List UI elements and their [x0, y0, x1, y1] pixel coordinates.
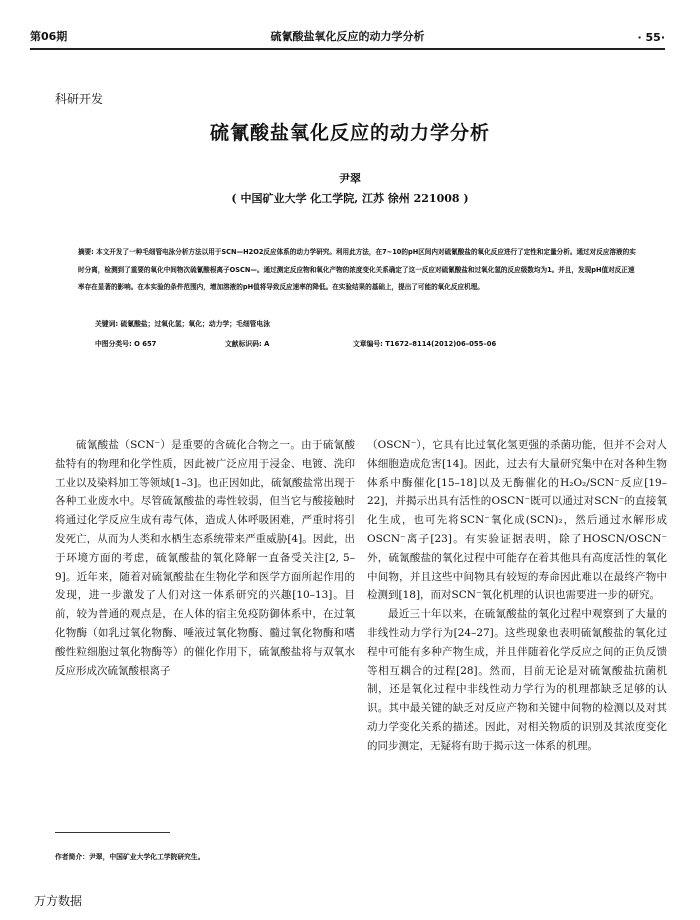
author-footnote: 作者简介：尹翠，中国矿业大学化工学院研究生。: [55, 853, 205, 861]
page-number: · 55·: [637, 31, 665, 44]
author-name: 尹翠: [339, 172, 361, 185]
keywords-label: 关键词:: [95, 320, 119, 328]
body-paragraph: （OSCN⁻），它具有比过氧化氢更强的杀菌功能，但并不会对人体细胞造成危害[14]。因此，过去有大量研究集中在对各种生物体系中酶催化[15–18]以及无酶催化的H₂O₂/SCN⁻反应[19–22]，并揭示出具有活性的OSCN⁻既可以通过对SCN⁻的直接氧化生成，也可先将SCN⁻氧化成(SCN)₂，然后通过水解形成OSCN⁻离子[23]。有实验证据表明，除了HOSCN/OSCN⁻外，硫氰酸盐的氧化过程中可能存在着其他具有高度活性的氧化中间物，并且这些中间物具有较短的寿命因此难以在最终产物中检测到[18]，而对SCN⁻氧化机理的认识也需要进一步的研究。: [367, 439, 667, 602]
keywords-text: 硫氰酸盐；过氧化氢；氧化；动力学；毛细管电泳: [120, 320, 271, 328]
abstract-text: 本文开发了一种毛细管电泳分析方法以用于SCN—H2O2反应体系的动力学研究。利用此方法，在7~10的pH区间内对硫氰酸盐的氧化反应进行了定性和定量分析。通过对反应溶液的实时分离，检测到了重要的氧化中间物次硫氰酸根离子OSCN—。通过测定反应物和氧化产物的浓度变化关系确定了这一反应对硫氰酸盐和过氧化氢的反应级数均为1。并且，发现pH值对反正速率存在显著的影响。在本实验的条件范围内，增加溶液的pH值将导致反应速率的降低。在实验结果的基础上，提出了可能的氧化反应机理。: [78, 248, 636, 291]
article-number: [353, 338, 496, 348]
body-column-left: [55, 436, 355, 680]
paper-title: 硫氰酸盐氧化反应的动力学分析: [209, 122, 490, 144]
running-header: [30, 18, 665, 50]
body-paragraph: 硫氰酸盐（SCN⁻）是重要的含硫化合物之一。由于硫氰酸盐特有的物理和化学性质，因此被广泛应用于浸金、电镀、洗印工业以及染料加工等领域[1–3]。也正因如此，硫氰酸盐常出现于各种工业废水中。尽管硫氰酸盐的毒性较弱，但当它与酸接触时将通过化学反应生成有毒气体，造成人体呼吸困难，严重时将引发死亡，从而为人类和水栖生态系统带来严重威胁[4]。因此，出于环境方面的考虑，硫氰酸盐的氧化降解一直备受关注[2, 5–9]。近年来，随着对硫氰酸盐在生物化学和医学方面所起作用的发现，进一步激发了人们对这一体系研究的兴趣[10–13]。目前，较为普通的观点是，在人体的宿主免疫防御体系中，在过氧化物酶（如乳过氧化物酶、唾液过氧化物酶、髓过氧化物酶和嗜酸性粒细胞过氧化物酶等）的催化作用下，硫氰酸盐将与双氧水反应形成次硫氰酸根离子: [55, 439, 355, 677]
abstract: [78, 244, 638, 297]
clc-value: O 657: [134, 340, 157, 348]
document-code: [225, 338, 269, 348]
clc-label: 中图分类号:: [95, 340, 132, 348]
clc-code: [95, 338, 156, 348]
doc-code-label: 文献标识码:: [225, 340, 262, 348]
author-affiliation: ( 中国矿业大学 化工学院, 江苏 徐州 221008 ): [231, 192, 469, 205]
article-no-label: 文章编号:: [353, 340, 383, 348]
source-watermark: 万方数据: [34, 894, 83, 908]
footnote-divider: [55, 832, 170, 833]
issue-number: 第06期: [30, 30, 68, 43]
abstract-label: 摘要:: [78, 248, 94, 256]
body-paragraph: 最近三十年以来，在硫氰酸盐的氧化过程中观察到了大量的非线性动力学行为[24–27]。这些现象也表明硫氰酸盐的氧化过程中可能有多种产物生成，并且伴随着化学反应之间的正负反馈等相互耦合的过程[28]。然而，目前无论是对硫氰酸盐抗菌机制，还是氧化过程中非线性动力学行为的机理都缺乏足够的认识。其中最关键的缺乏对反应产物和关键中间物的检测以及对其动力学变化关系的描述。因此，对相关物质的识别及其浓度变化的同步测定，无疑将有助于揭示这一体系的机理。: [367, 608, 667, 752]
doc-code-value: A: [264, 340, 270, 348]
body-column-right: [367, 436, 667, 756]
article-no-value: T1672–8114(2012)06–055–06: [385, 340, 497, 348]
running-title: 硫氰酸盐氧化反应的动力学分析: [270, 30, 425, 43]
keywords: [95, 318, 270, 328]
section-label: 科研开发: [55, 92, 104, 106]
